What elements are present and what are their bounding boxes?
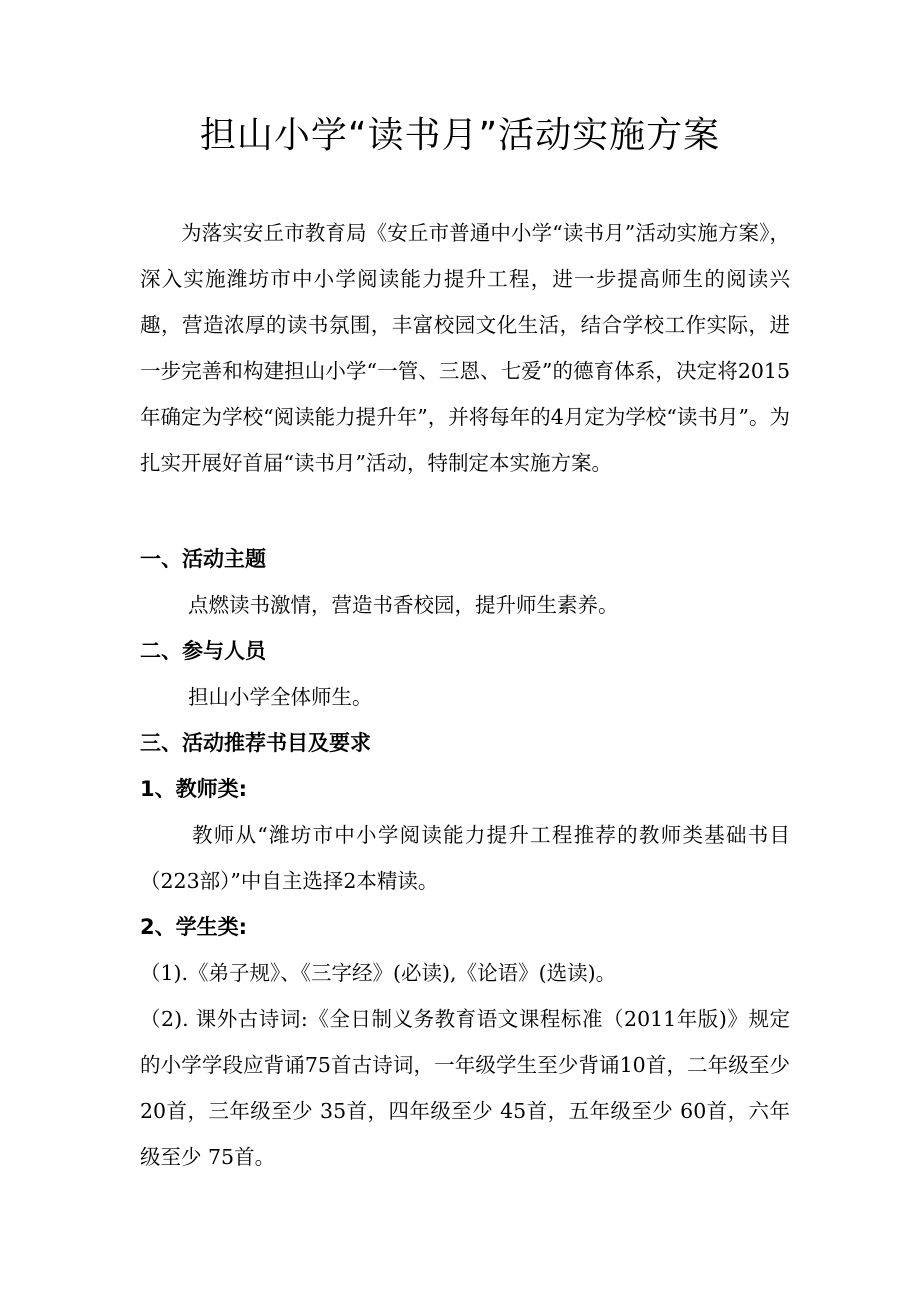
students-item-2: （2). 课外古诗词:《全日制义务教育语文课程标准（2011年版)》规定的小学学段应背诵75首古诗词，一年级学生至少背诵10首，二年级至少 20首，三年级至少 35首，四年级至少 45首，五年级至少 60首，六年级至少 75首。: [140, 1007, 790, 1169]
intro-paragraph: 为落实安丘市教育局《安丘市普通中小学“读书月”活动实施方案》，深入实施潍坊市中小学阅读能力提升工程，进一步提高师生的阅读兴趣，营造浓厚的读书氛围，丰富校园文化生活，结合学校工作实际，进一步完善和构建担山小学“一管、三恩、七爱”的德育体系，决定将2015年确定为学校“阅读能力提升年”，并将每年的4月定为学校“读书月”。为扎实开展好首届“读书月”活动，特制定本实施方案。: [140, 221, 790, 475]
document-title: 担山小学“读书月”活动实施方案: [199, 115, 721, 156]
teachers-paragraph: 教师从“潍坊市中小学阅读能力提升工程推荐的教师类基础书目（223部）”中自主选择2本精读。: [140, 823, 790, 893]
subheading-students: 2、学生类:: [140, 915, 248, 939]
subheading-teachers: 1、教师类:: [140, 777, 248, 801]
section-heading-participants: 二、参与人员: [140, 639, 266, 663]
students-item-1: （1).《弟子规》、《三字经》(必读),《论语》(选读)。: [140, 961, 617, 985]
section-heading-books: 三、活动推荐书目及要求: [140, 731, 371, 755]
section-text-participants: 担山小学全体师生。: [188, 685, 373, 709]
section-text-theme: 点燃读书激情，营造书香校园，提升师生素养。: [188, 593, 619, 617]
section-heading-theme: 一、活动主题: [140, 547, 266, 571]
